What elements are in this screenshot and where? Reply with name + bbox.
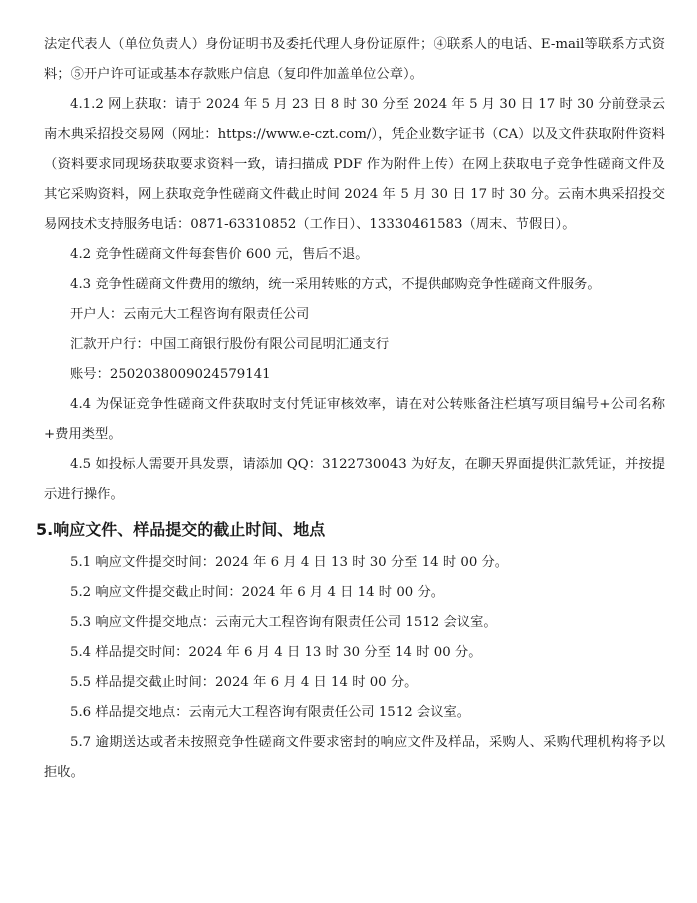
- paragraph-documents-required: 法定代表人（单位负责人）身份证明书及委托代理人身份证原件；④联系人的电话、E-mail等联系方式资料；⑤开户许可证或基本存款账户信息（复印件加盖单位公章）。: [44, 37, 665, 82]
- section-5-item: 5.3 响应文件提交地点：云南元大工程咨询有限责任公司 1512 会议室。: [70, 615, 497, 630]
- paragraph-online-acquisition: 4.1.2 网上获取：请于 2024 年 5 月 23 日 8 时 30 分至 2024 年 5 月 30 日 17 时 30 分前登录云南木典采招投交易网（网址：https://www.e-czt.com/），凭企业数字证书（CA）以及文件获取附件资料（资料要求同现场获取要求资料一致，请扫描成 PDF 作为附件上传）在网上获取电子竞争性磋商文件及其它采购资料，网上获取竞争性磋商文件截止时间 2024 年 5 月 30 日 17 时 30 分。云南木典采招投交易网技术支持服务电话：0871-63310852（工作日）、13330461583（周末、节假日）。: [44, 97, 665, 232]
- paragraph-account-holder: 开户人：云南元大工程咨询有限责任公司: [70, 307, 310, 322]
- section-5-item: 5.4 样品提交时间：2024 年 6 月 4 日 13 时 30 分至 14 时 00 分。: [70, 645, 482, 660]
- section-5-item: 5.2 响应文件提交截止时间：2024 年 6 月 4 日 14 时 00 分。: [70, 585, 445, 600]
- section-5-item: 5.6 样品提交地点：云南元大工程咨询有限责任公司 1512 会议室。: [70, 705, 471, 720]
- section-5-item: 5.1 响应文件提交时间：2024 年 6 月 4 日 13 时 30 分至 14 时 00 分。: [70, 555, 509, 570]
- paragraph-invoice: 4.5 如投标人需要开具发票，请添加 QQ：3122730043 为好友，在聊天界面提供汇款凭证，并按提示进行操作。: [44, 457, 665, 502]
- paragraph-payment-method: 4.3 竞争性磋商文件费用的缴纳，统一采用转账的方式，不提供邮购竞争性磋商文件服务。: [70, 277, 601, 292]
- section-5-item: 5.5 样品提交截止时间：2024 年 6 月 4 日 14 时 00 分。: [70, 675, 418, 690]
- section-5-item: 5.7 逾期送达或者未按照竞争性磋商文件要求密封的响应文件及样品，采购人、采购代理机构将予以拒收。: [44, 735, 665, 780]
- paragraph-transfer-note: 4.4 为保证竞争性磋商文件获取时支付凭证审核效率，请在对公转账备注栏填写项目编号+公司名称+费用类型。: [44, 397, 665, 442]
- section-5-heading: 5.响应文件、样品提交的截止时间、地点: [36, 520, 326, 539]
- paragraph-bank: 汇款开户行：中国工商银行股份有限公司昆明汇通支行: [70, 337, 390, 352]
- paragraph-account-number: 账号：2502038009024579141: [70, 367, 271, 382]
- paragraph-price: 4.2 竞争性磋商文件每套售价 600 元，售后不退。: [70, 247, 369, 262]
